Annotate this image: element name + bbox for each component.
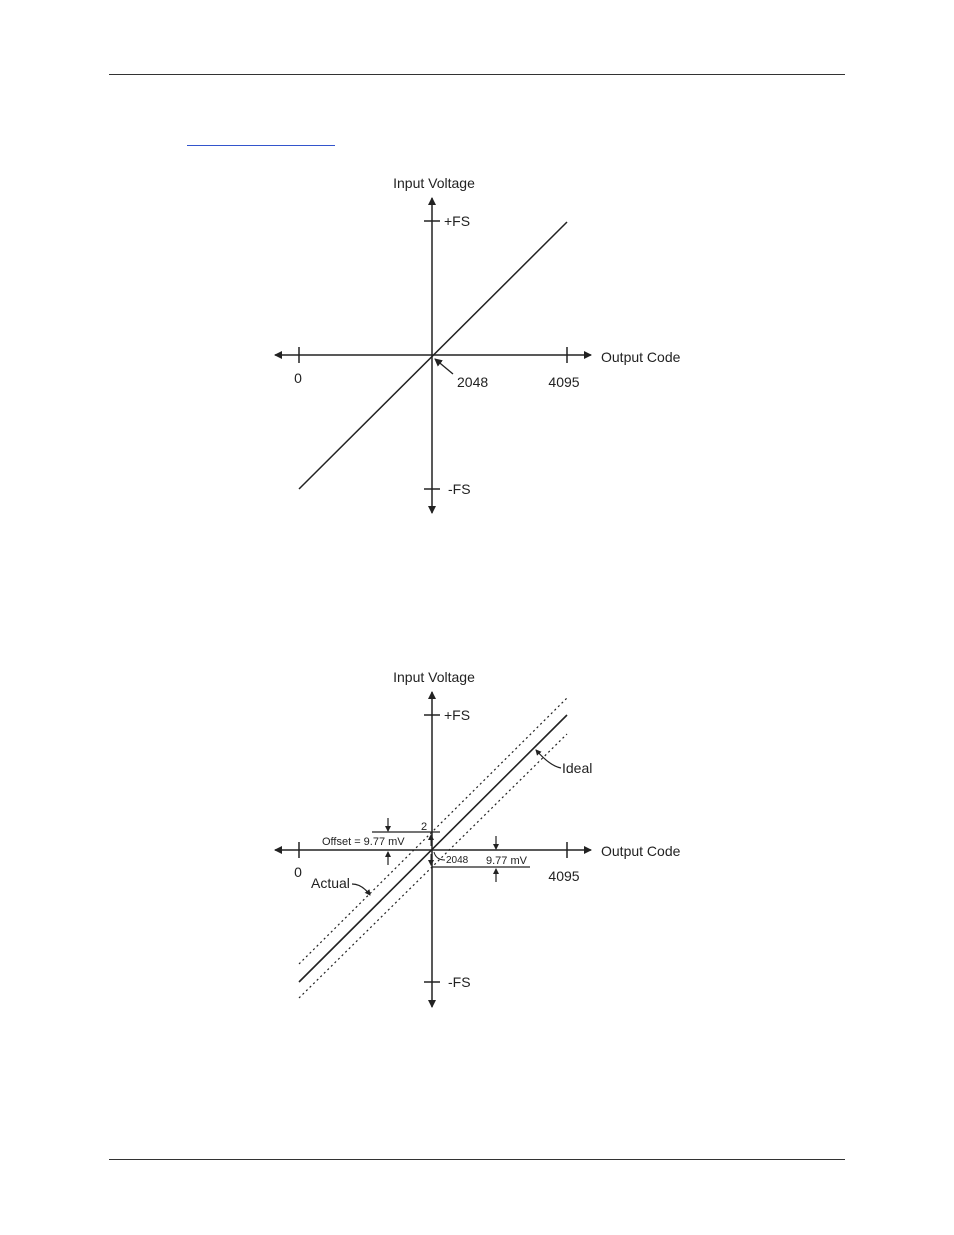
small-marker-label: 2 [421,821,428,833]
upper-dotted-bound [299,698,567,964]
ideal-label: Ideal [562,760,593,776]
code-mid-label: 2048 [457,374,489,390]
y-axis-title: Input Voltage [393,669,475,685]
code-max-label: 4095 [548,374,580,390]
actual-label: Actual [311,875,350,891]
actual-leader [352,884,370,895]
actual-transfer-line [299,715,567,982]
plus-fs-label: +FS [444,213,471,229]
offset-value-label: 9.77 mV [486,855,527,867]
ideal-leader [536,750,561,768]
x-axis-title: Output Code [601,843,681,859]
minus-fs-label: -FS [448,481,471,497]
midpoint-leader [434,852,445,860]
plus-fs-label: +FS [444,707,471,723]
code-min-label: 0 [294,370,302,386]
footer-rule [109,1159,845,1160]
offset-label: Offset = 9.77 mV [322,836,405,848]
code-max-label: 4095 [548,868,580,884]
code-min-label: 0 [294,864,302,880]
x-axis-title: Output Code [601,349,681,365]
code-mid-label: 2048 [446,855,469,866]
y-axis-title: Input Voltage [393,175,475,191]
minus-fs-label: -FS [448,974,471,990]
